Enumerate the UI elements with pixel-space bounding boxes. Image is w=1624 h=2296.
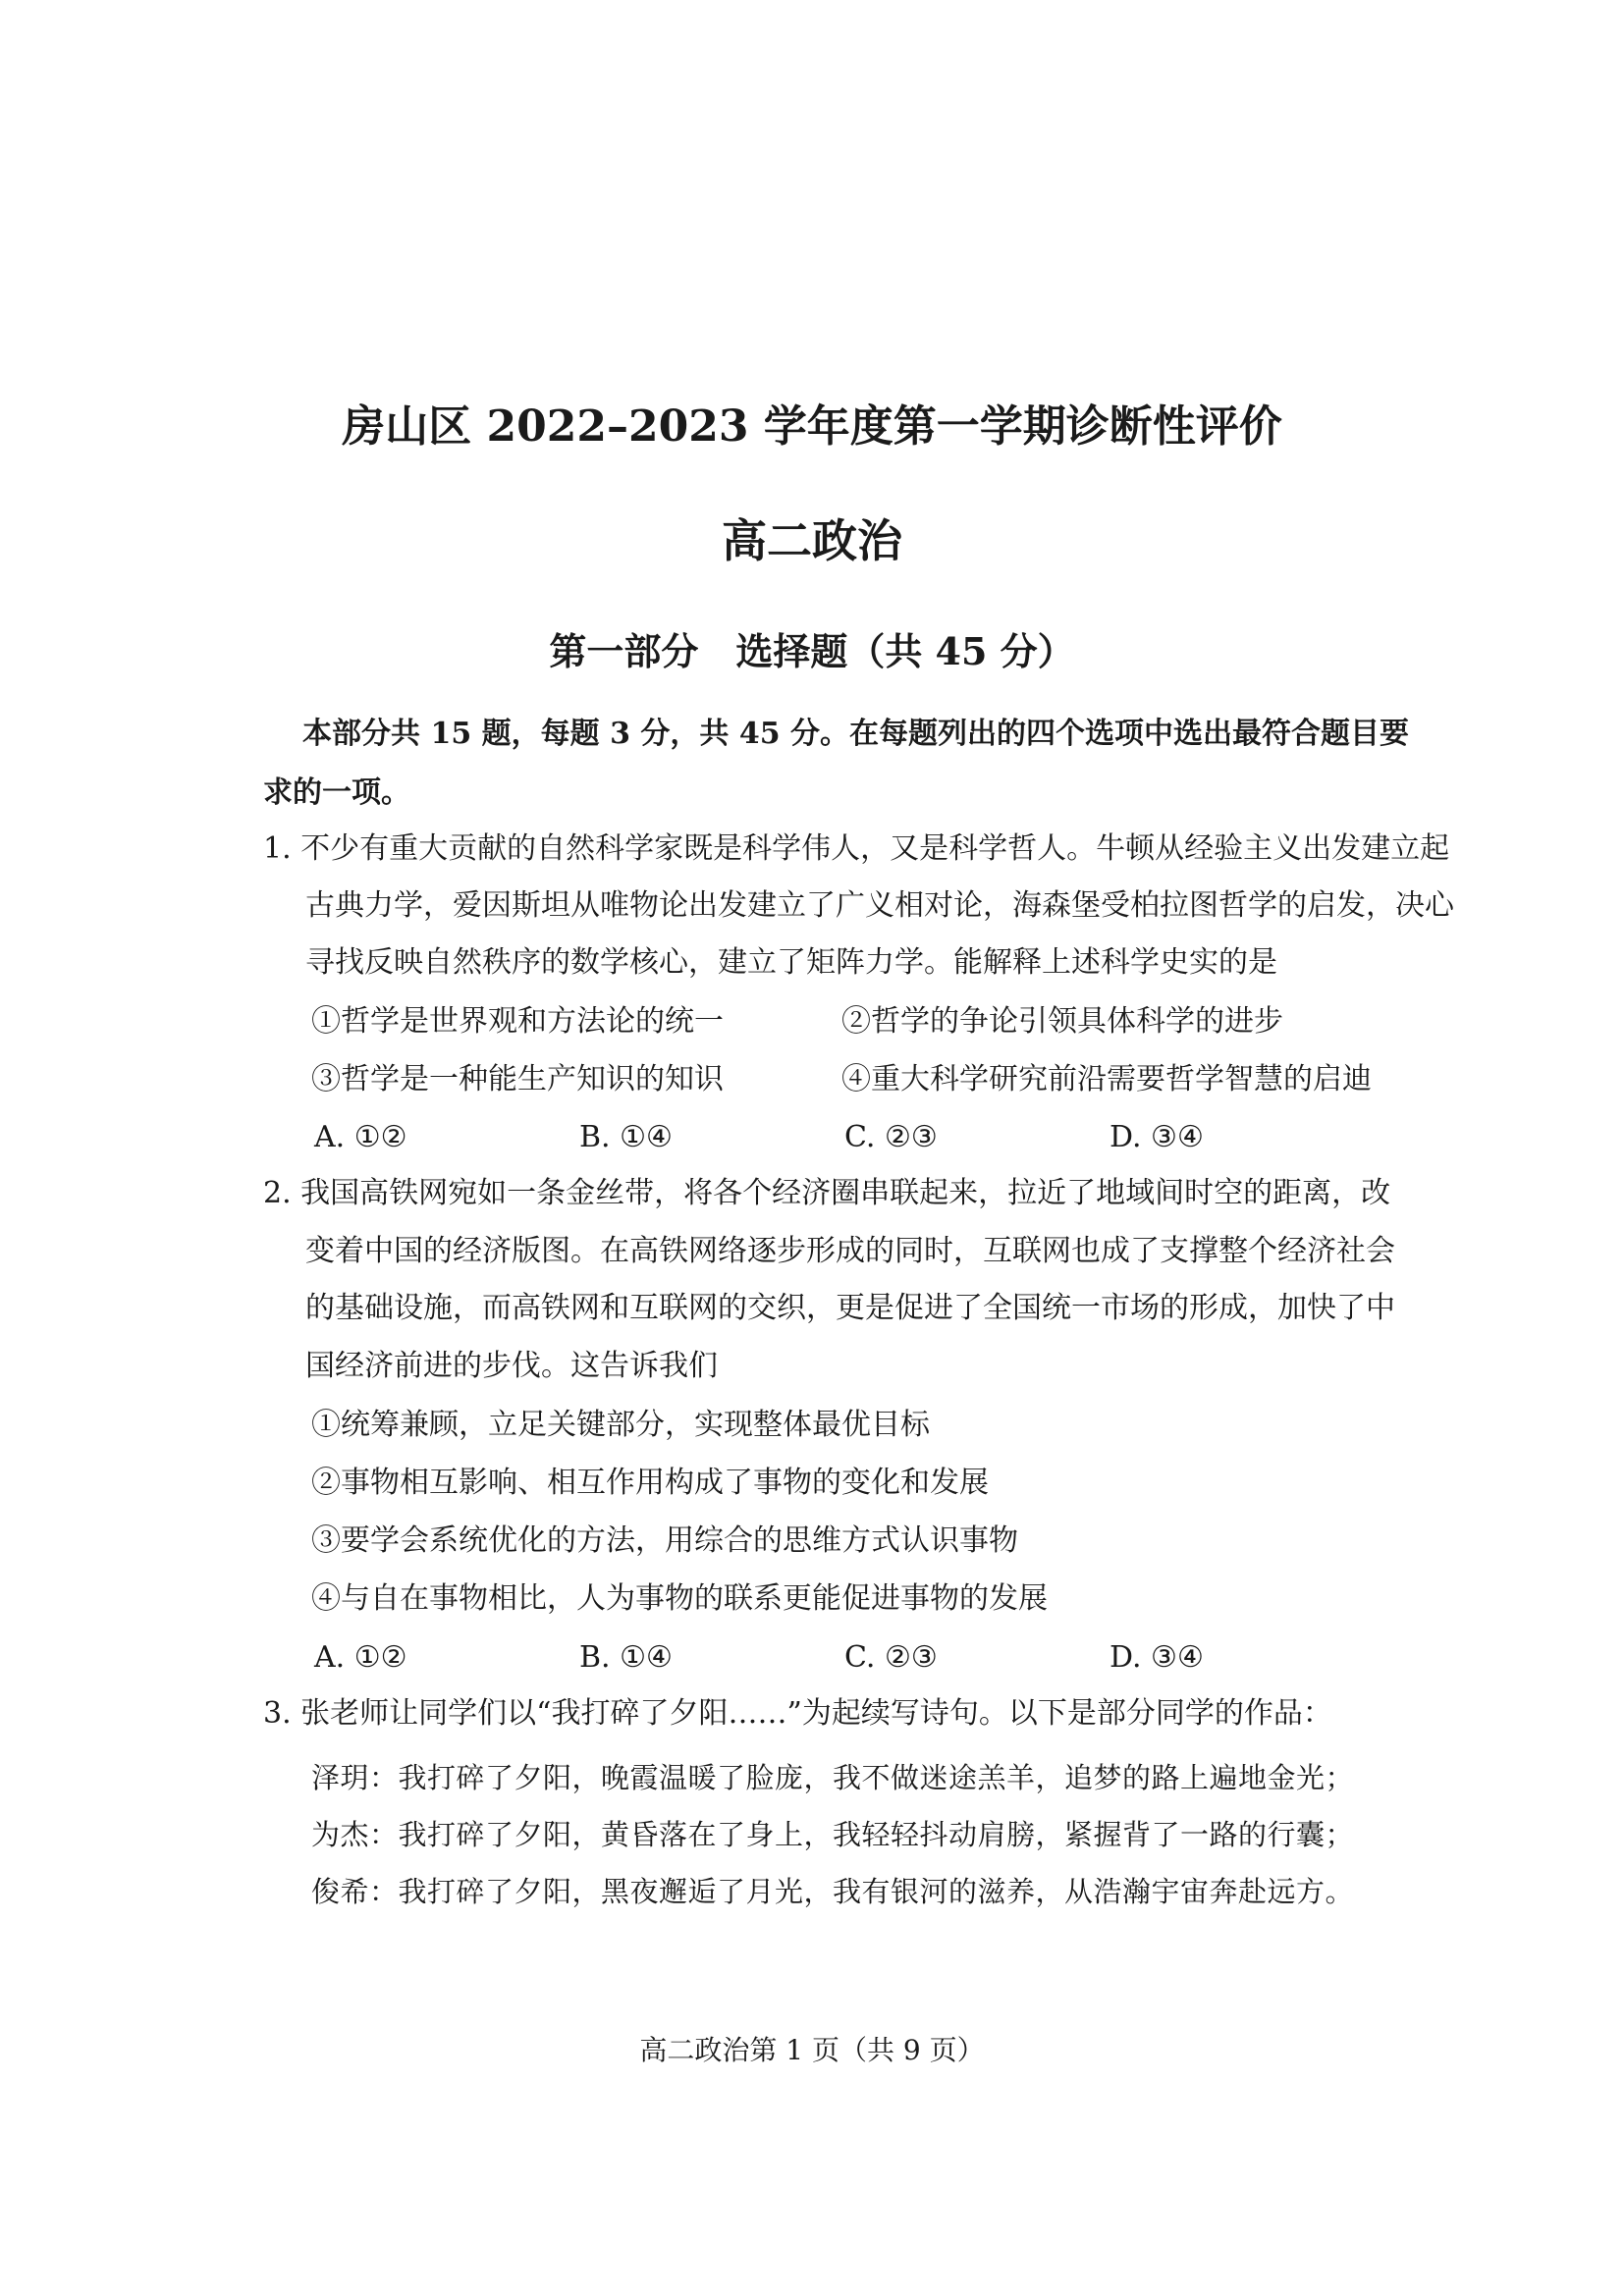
statement-4: ④与自在事物相比，人为事物的联系更能促进事物的发展 <box>311 1581 1048 1616</box>
choice-d[interactable]: D. ③④ <box>1110 1640 1204 1675</box>
statement-2: ②事物相互影响、相互作用构成了事物的变化和发展 <box>311 1466 989 1500</box>
statement-2: ②哲学的争论引领具体科学的进步 <box>841 1004 1283 1039</box>
poem-line-3: 俊希：我打碎了夕阳，黑夜邂逅了月光，我有银河的滋养，从浩瀚宇宙奔赴远方。 <box>311 1875 1355 1908</box>
statement-3: ③要学会系统优化的方法，用综合的思维方式认识事物 <box>311 1523 1018 1558</box>
instructions-line-2: 求的一项。 <box>263 775 410 810</box>
statement-1: ①统筹兼顾，立足关键部分，实现整体最优目标 <box>311 1408 930 1442</box>
choice-d[interactable]: D. ③④ <box>1110 1120 1204 1154</box>
statement-4: ④重大科学研究前沿需要哲学智慧的启迪 <box>841 1062 1372 1096</box>
question-text-line: 的基础设施，而高铁网和互联网的交织，更是促进了全国统一市场的形成，加快了中 <box>305 1291 1395 1325</box>
subject-title: 高二政治 <box>722 514 902 567</box>
choice-c[interactable]: C. ②③ <box>844 1120 938 1154</box>
choice-c[interactable]: C. ②③ <box>844 1640 938 1675</box>
statement-1: ①哲学是世界观和方法论的统一 <box>311 1004 724 1039</box>
poem-line-2: 为杰：我打碎了夕阳，黄昏落在了身上，我轻轻抖动肩膀，紧握背了一路的行囊； <box>311 1818 1355 1851</box>
question-text-line: 3. 张老师让同学们以“我打碎了夕阳……”为起续写诗句。以下是部分同学的作品： <box>263 1696 1332 1731</box>
section-title: 第一部分 选择题（共 45 分） <box>549 629 1075 673</box>
choice-a[interactable]: A. ①② <box>314 1120 407 1154</box>
poem-line-1: 泽玥：我打碎了夕阳，晚霞温暖了脸庞，我不做迷途羔羊，追梦的路上遍地金光； <box>311 1761 1355 1794</box>
page-footer: 高二政治第 1 页（共 9 页） <box>639 2034 985 2066</box>
question-text-line: 1. 不少有重大贡献的自然科学家既是科学伟人，又是科学哲人。牛顿从经验主义出发建立起 <box>263 831 1450 866</box>
instructions-line-1: 本部分共 15 题，每题 3 分，共 45 分。在每题列出的四个选项中选出最符合题目要 <box>302 717 1410 751</box>
question-text-line: 寻找反映自然秩序的数学核心，建立了矩阵力学。能解释上述科学史实的是 <box>305 945 1277 980</box>
choice-a[interactable]: A. ①② <box>314 1640 407 1675</box>
statement-3: ③哲学是一种能生产知识的知识 <box>311 1062 724 1096</box>
choice-b[interactable]: B. ①④ <box>579 1640 673 1675</box>
answer-choices <box>0 1640 1624 1680</box>
question-text-line: 变着中国的经济版图。在高铁网络逐步形成的同时，互联网也成了支撑整个经济社会 <box>305 1234 1395 1268</box>
question-text-line: 古典力学，爱因斯坦从唯物论出发建立了广义相对论，海森堡受柏拉图哲学的启发，决心 <box>305 888 1454 923</box>
question-text-line: 2. 我国高铁网宛如一条金丝带，将各个经济圈串联起来，拉近了地域间时空的距离，改 <box>263 1176 1391 1210</box>
question-text-line: 国经济前进的步伐。这告诉我们 <box>305 1349 718 1383</box>
answer-choices <box>0 1120 1624 1159</box>
exam-title: 房山区 2022–2023 学年度第一学期诊断性评价 <box>342 401 1282 452</box>
choice-b[interactable]: B. ①④ <box>579 1120 673 1154</box>
